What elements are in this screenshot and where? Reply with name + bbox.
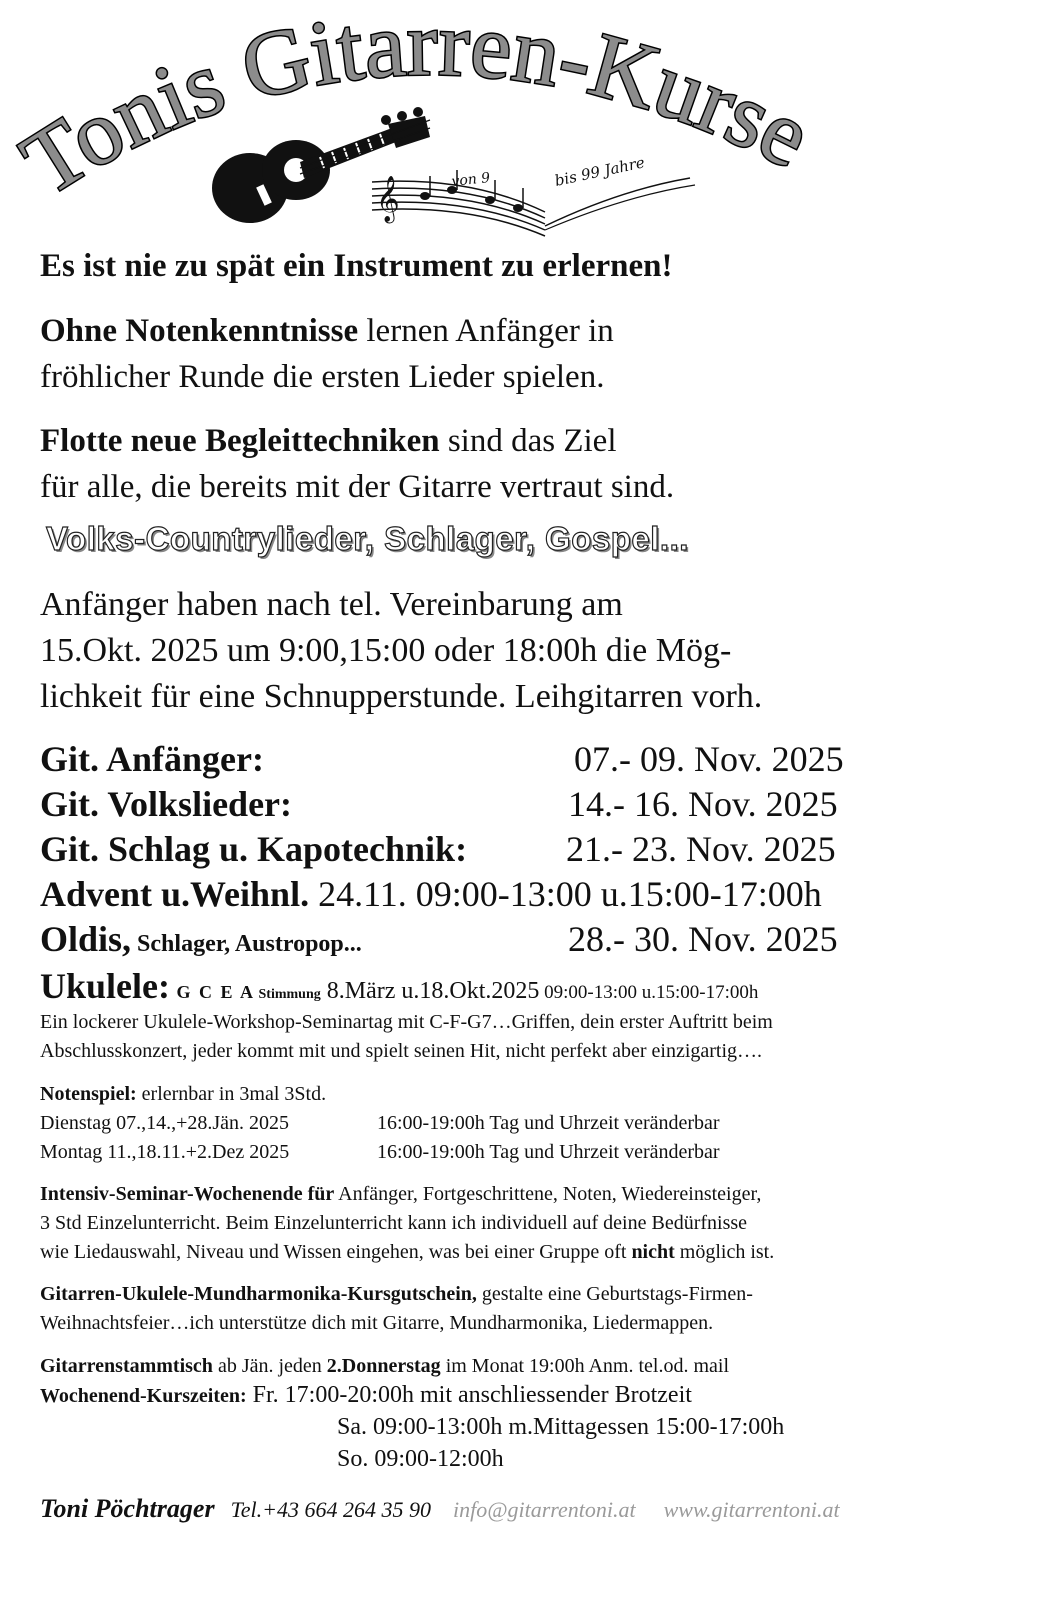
notenspiel-text: erlernbar in 3mal 3Std. xyxy=(136,1083,327,1105)
course-row xyxy=(40,738,940,780)
gutschein-rest: gestalte eine Geburtstags-Firmen- xyxy=(476,1283,753,1305)
age-to: bis 99 Jahre xyxy=(553,153,647,190)
trial-line2: 15.Okt. 2025 um 9:00,15:00 oder 18:00h die Mög- xyxy=(40,632,732,669)
intro-beginners-line2: fröhlicher Runde die ersten Lieder spielen. xyxy=(40,359,605,395)
trial-line3: lichkeit für eine Schnupperstunde. Leihgitarren vorh. xyxy=(40,678,763,715)
intensiv-line3b: nicht xyxy=(631,1241,675,1263)
logo-title: Tonis Gitarren-Kurse xyxy=(4,0,826,215)
intensiv-line3c: möglich ist. xyxy=(674,1241,775,1263)
stammtisch-rest1: ab Jän. jeden xyxy=(212,1355,327,1377)
intro-beginners-rest: lernen Anfänger in xyxy=(358,313,614,349)
stammtisch-row xyxy=(40,1352,729,1381)
trial-lesson xyxy=(40,582,762,720)
notenspiel-row1-time: 16:00-19:00h Tag und Uhrzeit veränderbar xyxy=(377,1112,720,1134)
ukulele-tuning: G C E A xyxy=(170,982,256,1002)
svg-text:𝄞: 𝄞 xyxy=(376,176,400,222)
course-row xyxy=(40,783,940,825)
intensiv-bold: Intensiv-Seminar-Wochenende für xyxy=(40,1183,335,1205)
stammtisch-bold: Gitarrenstammtisch xyxy=(40,1355,213,1377)
footer-email[interactable]: info@gitarrentoni.at xyxy=(453,1497,636,1522)
advent-dates: 24.11. 09:00-13:00 u.15:00-17:00h xyxy=(309,874,822,914)
notenspiel-row2-time: 16:00-19:00h Tag und Uhrzeit veränderbar xyxy=(377,1141,720,1163)
oldis-name: Oldis, xyxy=(40,919,132,959)
advent-row xyxy=(40,873,822,915)
footer-tel: Tel.+43 664 264 35 90 xyxy=(230,1497,432,1522)
intro-advanced xyxy=(40,418,674,510)
advent-name: Advent u.Weihnl. xyxy=(40,874,310,914)
intro-advanced-rest: sind das Ziel xyxy=(439,423,617,459)
ukulele-desc xyxy=(40,1008,773,1066)
trial-line1: Anfänger haben nach tel. Vereinbarung am xyxy=(40,586,623,623)
kurszeiten-sa: Sa. 09:00-13:00h m.Mittagessen 15:00-17:00h xyxy=(337,1414,785,1440)
ukulele-times: 09:00-13:00 u.15:00-17:00h xyxy=(539,982,759,1003)
ukulele-desc1: Ein lockerer Ukulele-Workshop-Seminartag mit C-F-G7…Griffen, dein erster Auftritt beim xyxy=(40,1011,773,1033)
intensiv-rest: Anfänger, Fortgeschrittene, Noten, Wiedereinsteiger, xyxy=(334,1183,762,1205)
kurszeiten-row xyxy=(40,1382,692,1409)
ukulele-desc2: Abschlusskonzert, jeder kommt mit und spielt seinen Hit, nicht perfekt aber einzigartig…. xyxy=(40,1040,763,1062)
footer-name: Toni Pöchtrager xyxy=(40,1494,215,1523)
intensiv-line2: 3 Std Einzelunterricht. Beim Einzelunterricht kann ich individuell auf deine Bedürfnisse xyxy=(40,1212,748,1234)
course-name: Git. Volkslieder: xyxy=(40,784,293,824)
course-row xyxy=(40,828,940,870)
age-from: von 9 xyxy=(450,170,491,190)
oldis-sub: Schlager, Austropop... xyxy=(131,931,362,957)
kurszeiten-label: Wochenend-Kurszeiten: xyxy=(40,1385,247,1407)
oldis-row xyxy=(40,918,940,960)
gutschein-line2: Weihnachtsfeier…ich unterstütze dich mit Gitarre, Mundharmonika, Liedermappen. xyxy=(40,1312,714,1334)
course-name: Git. Anfänger: xyxy=(40,739,264,779)
ukulele-dates: 8.März u.18.Okt.2025 xyxy=(320,978,540,1004)
intro-advanced-line2: für alle, die bereits mit der Gitarre vertraut sind. xyxy=(40,469,675,505)
gutschein-block xyxy=(40,1280,753,1338)
stammtisch-rest2: im Monat 19:00h Anm. tel.od. mail xyxy=(440,1355,730,1377)
course-dates: 14.- 16. Nov. 2025 xyxy=(568,784,838,824)
ukulele-row xyxy=(40,965,758,1007)
ukulele-name: Ukulele: xyxy=(40,966,170,1006)
course-name: Git. Schlag u. Kapotechnik: xyxy=(40,829,468,869)
notenspiel-label: Notenspiel: xyxy=(40,1083,137,1105)
course-dates: 21.- 23. Nov. 2025 xyxy=(566,829,836,869)
genres-banner: Volks-Countrylieder, Schlager, Gospel... xyxy=(46,520,689,557)
footer xyxy=(40,1494,840,1524)
notenspiel-row1-day: Dienstag 07.,14.,+28.Jän. 2025 xyxy=(40,1112,290,1134)
footer-web[interactable]: www.gitarrentoni.at xyxy=(663,1497,840,1522)
kurszeiten-fr: Fr. 17:00-20:00h mit anschliessender Brotzeit xyxy=(246,1382,692,1408)
intensiv-line3a: wie Liedauswahl, Niveau und Wissen eingehen, was bei einer Gruppe oft xyxy=(40,1241,632,1263)
intensiv-block xyxy=(40,1180,774,1267)
intro-advanced-bold: Flotte neue Begleittechniken xyxy=(40,423,440,459)
course-dates: 07.- 09. Nov. 2025 xyxy=(574,739,844,779)
oldis-dates: 28.- 30. Nov. 2025 xyxy=(568,919,838,959)
logo-header xyxy=(0,0,1038,250)
stammtisch-bold2: 2.Donnerstag xyxy=(326,1355,441,1377)
kurszeiten-so: So. 09:00-12:00h xyxy=(337,1446,504,1472)
gutschein-bold: Gitarren-Ukulele-Mundharmonika-Kursgutschein, xyxy=(40,1283,477,1305)
music-staff-icon xyxy=(372,170,695,236)
headline: Es ist nie zu spät ein Instrument zu erlernen! xyxy=(40,248,673,284)
ukulele-stimmung: Stimmung xyxy=(255,987,321,1002)
intro-beginners xyxy=(40,308,614,400)
intro-beginners-bold: Ohne Notenkenntnisse xyxy=(40,313,359,349)
notenspiel-block xyxy=(40,1080,940,1167)
notenspiel-row2-day: Montag 11.,18.11.+2.Dez 2025 xyxy=(40,1141,290,1163)
